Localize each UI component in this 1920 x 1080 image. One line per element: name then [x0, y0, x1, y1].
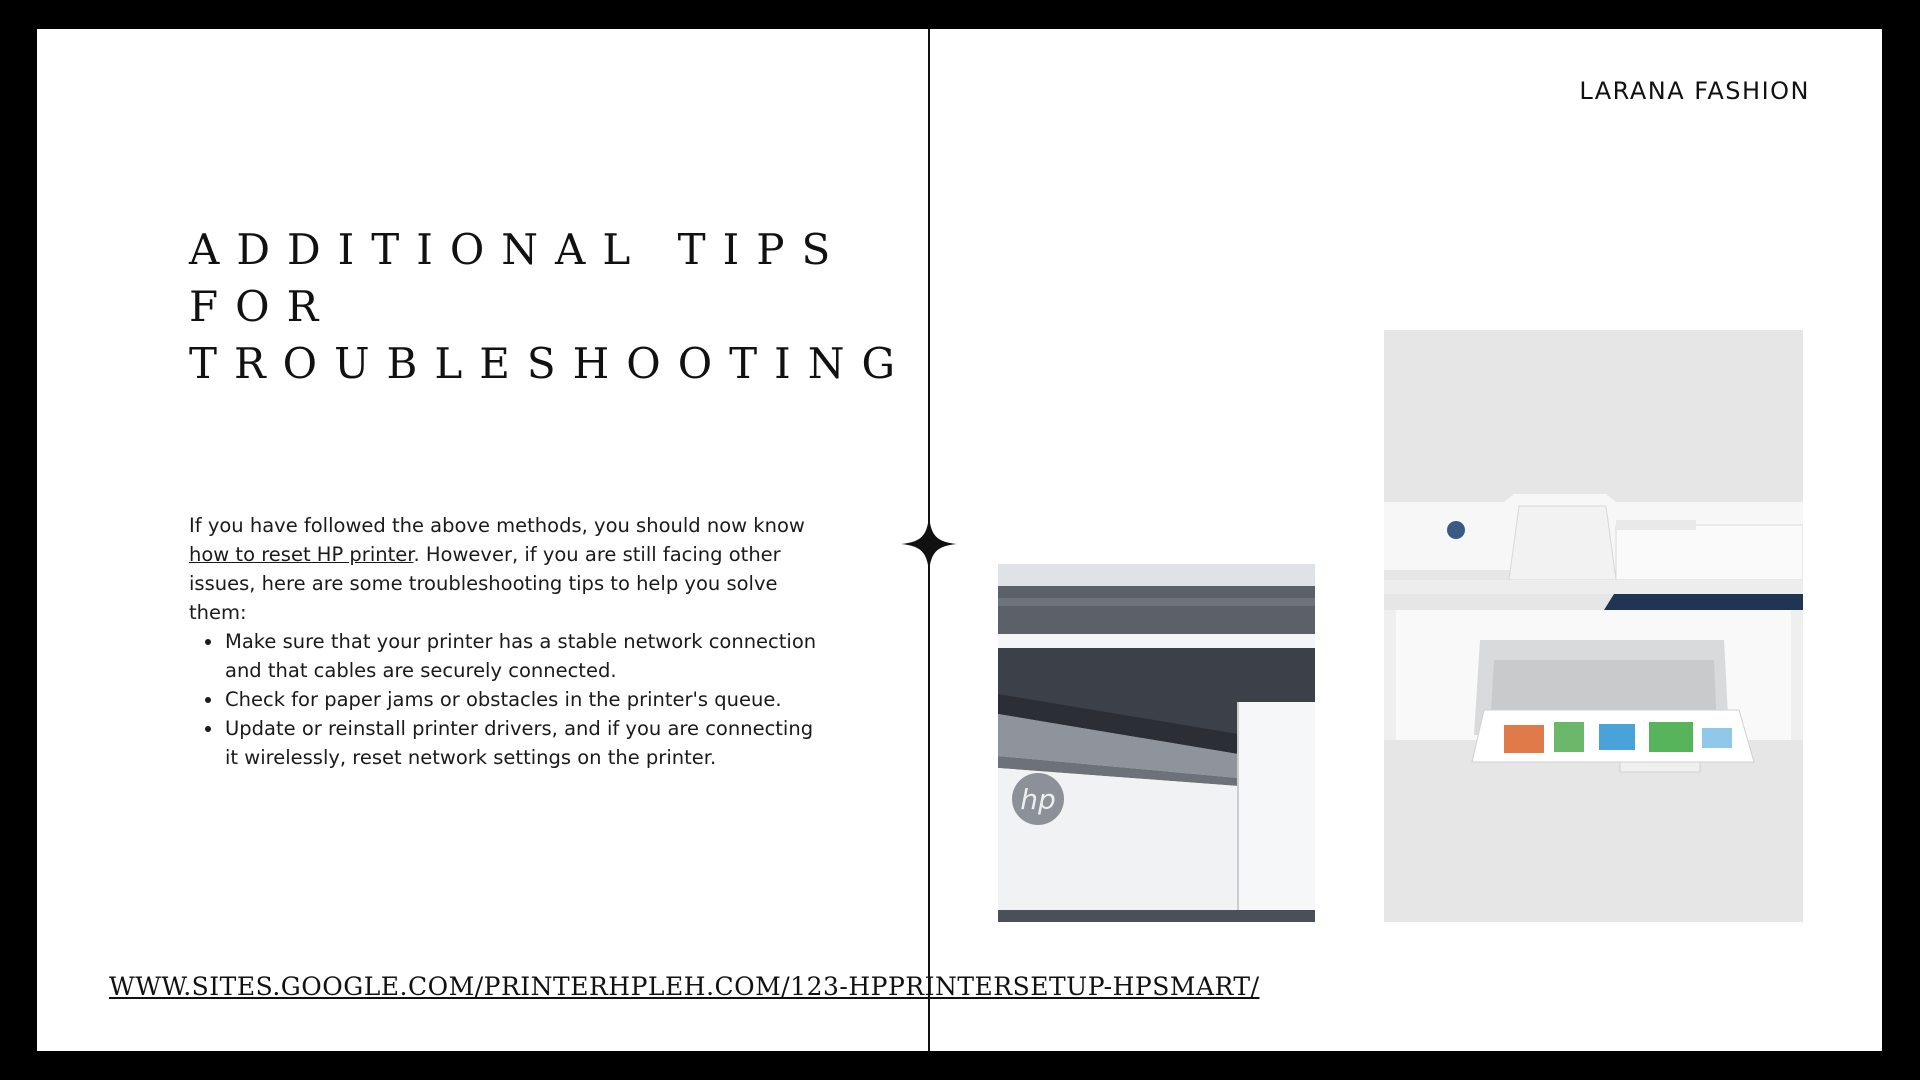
footer-url-link[interactable]: WWW.SITES.GOOGLE.COM/PRINTERHPLEH.COM/123-HPPRINTERSETUP-HPSMART/	[109, 972, 1260, 1001]
slide	[37, 29, 1882, 1051]
hp-logo-icon: hp	[1020, 783, 1056, 816]
intro-paragraph	[189, 511, 829, 627]
printer-photo	[1384, 330, 1803, 922]
four-point-star-icon	[901, 516, 957, 572]
slide-title	[189, 221, 913, 392]
intro-text: . However, if you are still facing other issues, here are some troubleshooting tips to help you solve them:	[189, 543, 781, 624]
title-line: FOR	[189, 282, 336, 331]
printer-closeup-photo	[998, 564, 1315, 922]
title-line: TROUBLESHOOTING	[189, 339, 913, 388]
list-item: Check for paper jams or obstacles in the printer's queue.	[225, 685, 829, 714]
reset-printer-link[interactable]: how to reset HP printer	[189, 543, 414, 566]
intro-text: If you have followed the above methods, you should now know	[189, 514, 805, 537]
list-item: Update or reinstall printer drivers, and if you are connecting it wirelessly, reset network settings on the printer.	[225, 714, 829, 772]
body-text	[189, 511, 829, 772]
list-item: Make sure that your printer has a stable network connection and that cables are securely connected.	[225, 627, 829, 685]
brand-name: LARANA FASHION	[1579, 77, 1810, 105]
title-line: ADDITIONAL TIPS	[189, 225, 848, 274]
tips-list	[225, 627, 829, 772]
